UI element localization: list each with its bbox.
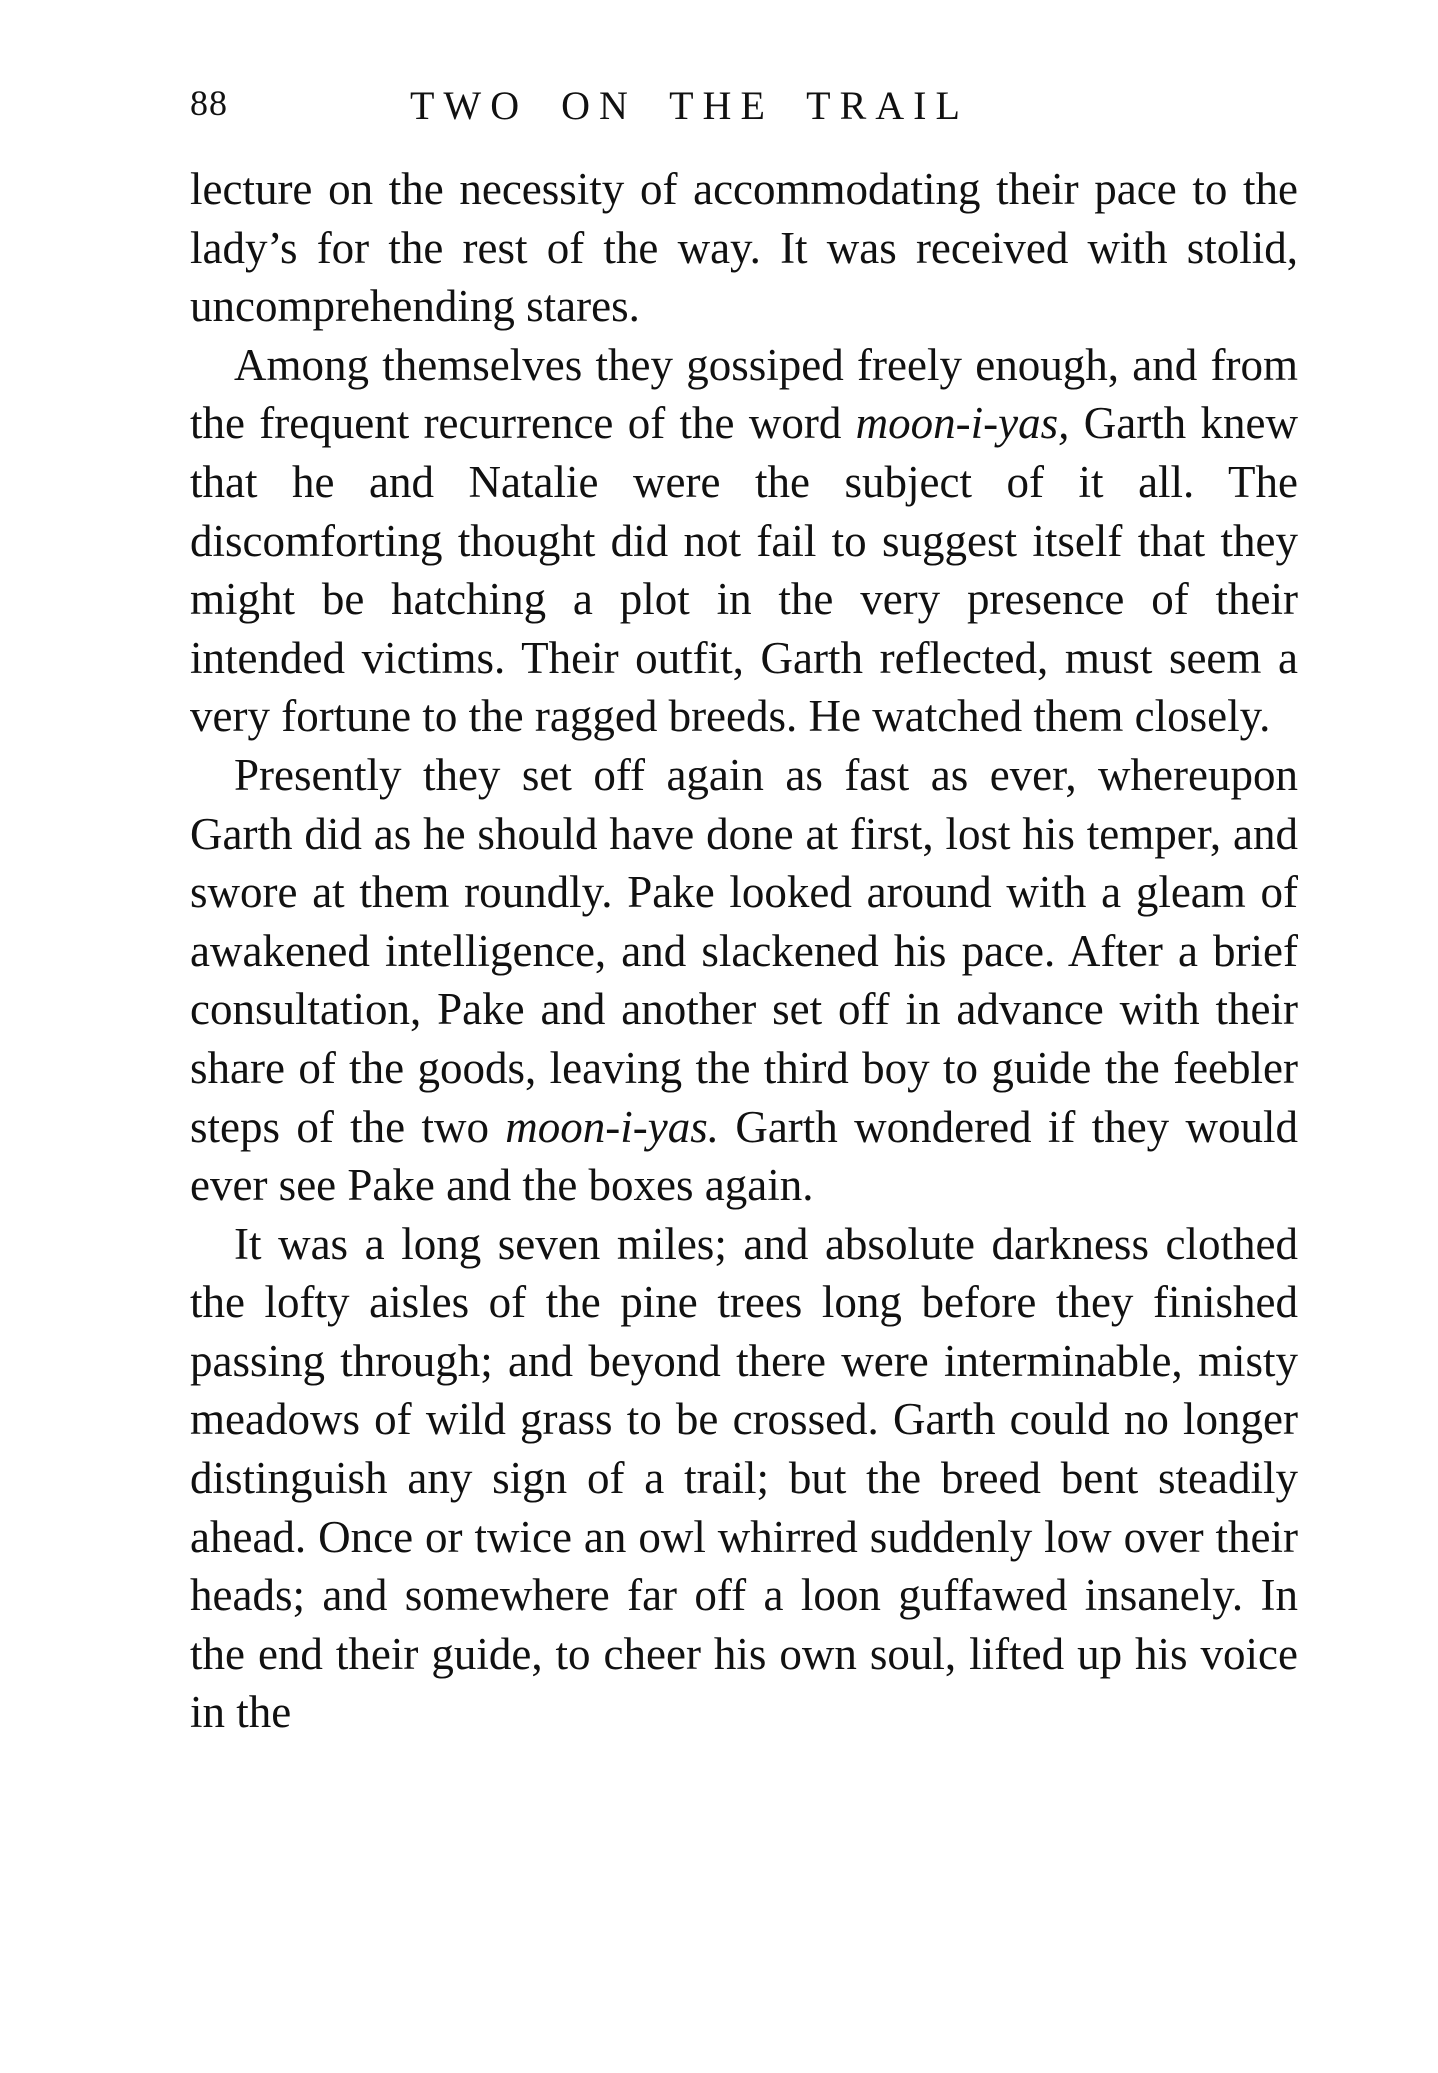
paragraph-2-text-b: Garth knew that he and Natalie were the subject of it all. The discomforting thought did not fail to suggest itself that they might be hatching a plot in the very presence of their intended victims. Their outfit, Garth reflected, must seem a very fortune to the ragged breeds. He watched them closely.: [190, 398, 1298, 742]
running-head: [190, 82, 1300, 132]
page-number: 88: [190, 83, 228, 123]
paragraph-2-italic-term: moon-i-yas,: [855, 398, 1070, 449]
paragraph-3-italic-term: moon-i-yas.: [505, 1101, 719, 1152]
paragraph-1: [190, 160, 1298, 336]
running-title: TWO ON THE TRAIL: [410, 83, 969, 128]
paragraph-2: [190, 336, 1298, 746]
paragraph-1-text: lecture on the necessity of accommodating their pace to the lady’s for the rest of the way. It was received with stolid, uncomprehending stares.: [190, 164, 1298, 332]
paragraph-3-text-b: Garth wondered if they would ever see Pake and the boxes again.: [190, 1101, 1298, 1211]
body-text: [190, 160, 1298, 1742]
paragraph-3-text-a: Presently they set off again as fast as ever, whereupon Garth did as he should have done at first, lost his temper, and swore at them roundly. Pake looked around with a gleam of awakened intelligence, and slackened his pace. After a brief consultation, Pake and another set off in advance with their share of the goods, leaving the third boy to guide the feebler steps of the two: [190, 749, 1298, 1152]
paragraph-3: [190, 746, 1298, 1215]
paragraph-4-text: It was a long seven miles; and absolute darkness clothed the lofty aisles of the pine trees long before they finished passing through; and beyond there were interminable, misty meadows of wild grass to be crossed. Garth could no longer distinguish any sign of a trail; but the breed bent steadily ahead. Once or twice an owl whirred suddenly low over their heads; and somewhere far off a loon guffawed insanely. In the end their guide, to cheer his own soul, lifted up his voice in the: [190, 1218, 1298, 1738]
paragraph-4: [190, 1215, 1298, 1742]
paragraph-2-text-a: Among themselves they gossiped freely enough, and from the frequent recurrence of the word: [190, 339, 1298, 449]
